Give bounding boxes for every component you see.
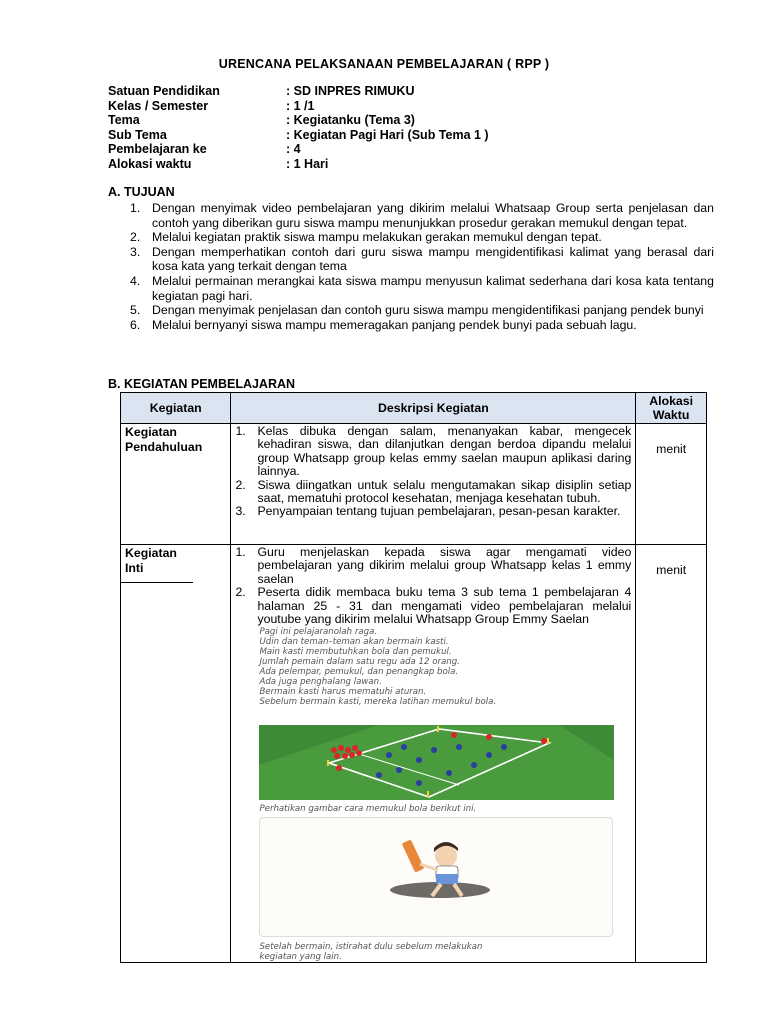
phase-description [231,424,636,545]
info-value: : Kegiatanku (Tema 3) [286,113,415,128]
info-key: Kelas / Semester [108,98,209,113]
goal-text: Dengan memperhatikan contoh dari guru siswa mampu mengidentifikasi kalimat yang berasal dari kosa kata yang terkait dengan tema [152,244,714,274]
document-title: URENCANA PELAKSANAAN PEMBELAJARAN ( RPP ) [218,57,550,71]
goal-item [130,303,714,318]
goal-number: 2. [130,230,141,245]
item-text: Siswa diingatkan untuk selalu mengutamakan sikap disiplin setiap saat, mematuhi protocol kesehatan, menjaga kesehatan tubuh. [257,477,632,506]
item-text: Peserta didik membaca buku tema 3 sub tema 1 pembelajaran 4 halaman 25 - 31 dan mengamati video pembelajaran melalui youtube yang dikirim melalui Whatsapp Group Emmy Saelan [257,585,632,627]
table-row-pendahuluan [121,424,707,545]
goal-text: Melalui bernyanyi siswa mampu memeragakan panjang pendek bunyi pada sebuah lagu. [152,317,637,332]
info-value: : 1 /1 [286,98,315,113]
goal-number: 3. [130,244,141,259]
goal-item [130,274,714,303]
goal-text: Melalui permainan merangkai kata siswa mampu menyusun kalimat sederhana dari kosa kata tentang kegiatan pagi hari. [152,273,714,303]
activities-table [120,392,707,963]
field-drawing [259,725,614,800]
list-item [235,479,631,506]
list-item [235,425,631,479]
item-number: 3. [235,504,246,519]
list-item [235,505,631,518]
kasti-field-illustration [259,725,614,800]
book-line: Pagi ini pelajaranolah raga. [259,627,378,638]
batter-drawing [260,818,612,936]
book-line: Sebelum bermain kasti, mereka latihan memukul bola. [259,697,497,708]
goal-text: Dengan menyimak penjelasan dan contoh guru siswa mampu mengidentifikasi panjang pendek bunyi [152,303,704,318]
header-deskripsi: Deskripsi Kegiatan [231,393,636,424]
header-alokasi: Alokasi Waktu [636,393,707,424]
info-value: : 4 [286,142,301,157]
info-key: Satuan Pendidikan [108,84,220,98]
phase-alokasi: menit [636,424,707,545]
batter-illustration [259,817,613,937]
section-heading-tujuan: A. TUJUAN [108,185,175,199]
goal-item [130,245,714,274]
info-key: Alokasi waktu [108,156,192,171]
book-caption: Perhatikan gambar cara memukul bola berikut ini. [259,804,477,815]
item-number: 2. [235,585,246,600]
item-text: Guru menjelaskan kepada siswa agar mengamati video pembelajaran yang dikirim melalui group Whatsapp kelas 1 emmy saelan [257,545,632,586]
phase-label: Kegiatan Pendahuluan [121,424,231,545]
item-text: Kelas dibuka dengan salam, menanyakan kabar, mengecek kehadiran siswa, dan dilanjutkan dengan berdoa dipandu melalui group Whatsapp group kelas emmy saelan maupun aplikasi daring lainnya. [257,424,632,479]
book-footer-line: Setelah bermain, istirahat dulu sebelum melakukan [259,942,483,953]
book-line: Main kasti membutuhkan bola dan pemukul. [259,647,452,658]
item-number: 1. [235,545,246,559]
goal-number: 4. [130,273,141,288]
goal-number: 6. [130,317,141,332]
info-value: : SD INPRES RIMUKU [286,84,415,98]
list-item [235,546,631,586]
item-number: 1. [235,424,246,438]
goal-item [130,230,714,245]
book-footer-line: kegiatan yang lain. [259,952,342,963]
item-number: 2. [235,477,246,492]
book-line: Ada juga penghalang lawan. [259,677,382,688]
phase-label-text: Kegiatan Inti [121,545,193,583]
info-value: : Kegiatan Pagi Hari (Sub Tema 1 ) [286,127,489,142]
table-row-inti [121,545,707,963]
item-text: Penyampaian tentang tujuan pembelajaran, pesan-pesan karakter. [257,504,621,519]
list-item [235,586,631,626]
book-line: Bermain kasti harus mematuhi aturan. [259,687,427,698]
info-key: Sub Tema [108,127,167,142]
header-kegiatan: Kegiatan [121,393,231,424]
info-key: Pembelajaran ke [108,142,207,157]
info-key: Tema [108,113,140,128]
goal-item [130,201,714,230]
phase-label [121,545,231,963]
phase-alokasi: menit [636,545,707,963]
goal-text: Melalui kegiatan praktik siswa mampu melakukan gerakan memukul dengan tepat. [152,230,602,245]
goal-item [130,318,714,333]
goal-text: Dengan menyimak video pembelajaran yang dikirim melalui Whatsaap Group serta penjelasan dan contoh yang diberikan guru siswa mampu menunjukkan prosedur gerakan memukul dengan tepat. [152,201,714,230]
table-header-row [121,393,707,424]
book-line: Ada pelempar, pemukul, dan penangkap bola. [259,667,459,678]
phase-description [231,545,636,963]
book-line: Jumlah pemain dalam satu regu ada 12 orang. [259,657,460,668]
info-value: : 1 Hari [286,156,329,171]
section-heading-kegiatan: B. KEGIATAN PEMBELAJARAN [108,377,296,391]
goals-list [130,201,714,332]
textbook-excerpt [259,627,623,962]
goal-number: 5. [130,303,141,318]
book-line: Udin dan teman–teman akan bermain kasti. [259,637,449,648]
goal-number: 1. [130,201,141,215]
